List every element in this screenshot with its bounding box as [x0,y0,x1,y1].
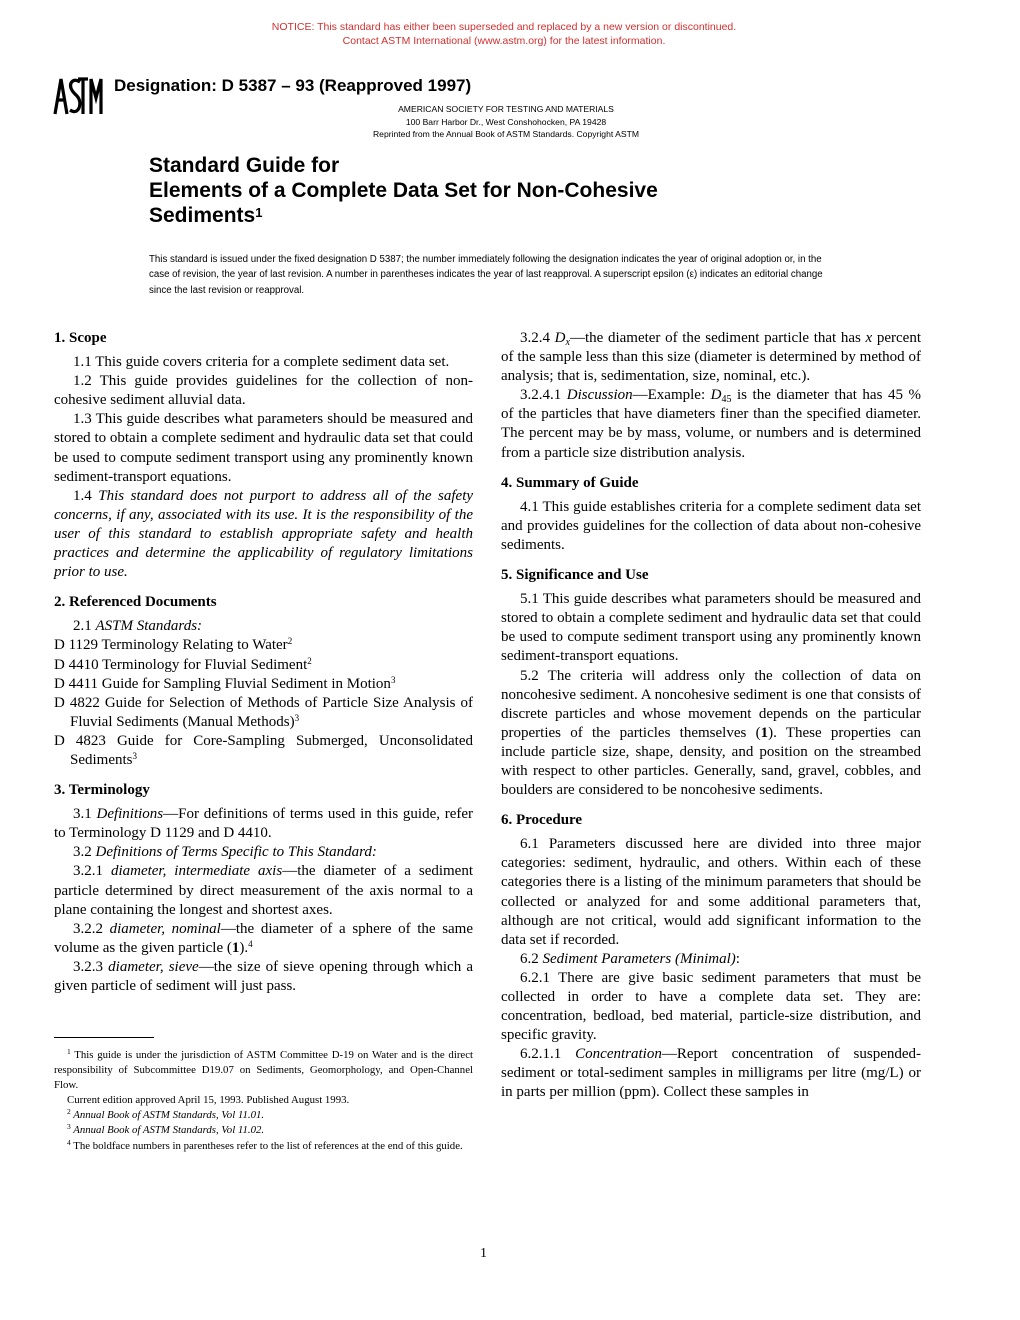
page-number: 1 [480,1246,487,1261]
section-6-heading: 6. Procedure [501,812,583,829]
para-6-2-1-1 [501,1045,921,1102]
symbol-subscript: x [565,337,570,348]
footnote-2-text: Annual Book of ASTM Standards, Vol 11.01. [70,1109,265,1122]
para-6-2-end: : [735,950,740,967]
footnote-1-approval: Current edition approved April 15, 1993. Published August 1993. [67,1094,350,1107]
para-3-2-3-num: 3.2.3 [73,958,109,975]
footnote-1-mark: 1 [67,1047,71,1056]
para-3-2-1 [54,862,473,919]
astm-logo [52,76,104,116]
para-2-1 [54,617,473,636]
para-3-1-term: Definitions [96,806,164,823]
footnote-mark: 4 [248,938,253,949]
para-3-2-4-1 [501,386,921,462]
reference-footnote-mark: 2 [287,636,293,647]
para-3-2-2-num: 3.2.2 [73,920,110,937]
symbol-subscript: 45 [721,394,732,406]
title-line-3-text: Sediments [149,204,256,227]
para-2-1-num: 2.1 [73,618,96,635]
title-line-1: Standard Guide for [149,154,340,177]
title-line-3 [149,203,849,228]
footnote-1-text: This guide is under the jurisdiction of ASTM Committee D-19 on Water and is the direct responsibility of Subcommittee D19.07 on Sediments, Geomorphology, and Open-Channel Flow. [54,1049,473,1092]
para-3-2-4-num: 3.2.4 [520,330,555,346]
reference-text: D 4410 Terminology for Fluvial Sediment [54,656,308,673]
para-3-2-2-term: diameter, nominal [109,920,221,937]
society-name: AMERICAN SOCIETY FOR TESTING AND MATERIALS [398,104,614,114]
footnote-3 [54,1123,473,1138]
para-3-2 [54,843,473,862]
issue-note: This standard is issued under the fixed designation D 5387; the number immediately following the designation indicates the year of original adoption or, in the case of revision, the year of last revision. A number in parentheses indicates the year of last reapproval. A superscript epsilon (ε) indicates an editorial change since the last revision or reapproval. [149,254,823,296]
reference-item [54,694,473,732]
para-3-2-4-1-text-a: —Example: [632,387,711,404]
title-line-2: Elements of a Complete Data Set for Non-Cohesive [149,179,658,202]
document-title [149,153,849,228]
society-address: 100 Barr Harbor Dr., West Conshohocken, PA 19428 [405,116,607,127]
section-5-heading: 5. Significance and Use [501,567,649,584]
para-5-2-text-a: 5.2 The criteria will address only the collection of data on noncohesive sediment. A noncohesive sediment is one that consists of discrete particles and whose movement depends on the particular properties of the particles themselves ( [501,667,921,741]
reprint-note: Reprinted from the Annual Book of ASTM Standards. Copyright ASTM [372,129,640,139]
para-6-2 [501,950,921,969]
footnotes [54,1048,473,1154]
para-3-1 [54,805,473,843]
para-5-2-text-b: ). These properties can include particle size, shape, density, and position on the streambed with respect to other particles. Generally, sand, gravel, cobbles, and boulders are considered to be noncohesive sediments. [501,724,921,799]
footnote-3-mark: 3 [67,1122,71,1132]
para-3-2-3 [54,958,473,996]
para-3-2-4 [501,329,921,386]
para-6-2-1-1-term: Concentration [575,1046,662,1063]
para-3-2-3-text: —the size of sieve opening through which a given particle of sediment will just pass. [54,958,474,994]
para-5-2 [501,667,921,801]
reference-text: D 4822 Guide for Selection of Methods of Particle Size Analysis of Fluvial Sediments (Manual Methods) [54,694,473,730]
para-6-2-term: Sediment Parameters (Minimal) [542,950,736,967]
para-3-2-1-text: —the diameter of a sediment particle determined by direct measurement of the axis normal to a plane containing the longest and shortest axes. [54,863,474,918]
citation-ref: 1 [231,939,240,956]
notice-line-1: NOTICE: This standard has either been superseded and replaced by a new version or discontinued. [271,21,737,33]
section-2-heading: 2. Referenced Documents [54,594,217,611]
designation: Designation: D 5387 – 93 (Reapproved 1997) [114,76,472,95]
right-column [501,329,921,1103]
reference-text: D 1129 Terminology Relating to Water [54,637,288,654]
para-3-2-4-text-b: percent of the sample less than this size (diameter is determined by method of analysis; that is, sedimentation, size, nominal, etc.). [501,330,922,385]
para-2-1-label: ASTM Standards: [95,618,203,635]
para-1-4 [54,487,473,582]
para-6-2-1-1-num: 6.2.1.1 [520,1046,576,1063]
reference-footnote-mark: 3 [294,712,300,723]
para-3-2-term: Definitions of Terms Specific to This Standard: [95,844,377,861]
reference-item [54,675,473,694]
title-footnote-mark: 1 [255,205,263,220]
reference-item [54,656,473,675]
symbol-d: D [710,387,722,404]
para-3-2-4-1-text-b: is the diameter that has 45 % of the particles that have diameters finer than the specified diameter. The percent may be by mass, volume, or numbers and is determined from a particle size distribution analysis. [501,387,921,461]
para-5-1: 5.1 This guide describes what parameters should be measured and stored to obtain a complete sediment and hydraulic data set that could be used to compute sediment transport using any prominently known sediment-transport equations. [501,591,921,665]
para-3-2-4-text-a: —the diameter of the sediment particle that has [569,330,866,346]
citation-ref: 1 [760,724,769,741]
footnote-1 [54,1048,473,1093]
footnote-4-text: The boldface numbers in parentheses refer to the list of references at the end of this guide. [70,1139,463,1152]
logo-letter-s [70,80,80,111]
para-1-4-num: 1.4 [73,487,99,504]
para-3-2-2-end: ). [239,939,249,956]
reference-list [54,636,473,770]
para-1-3: 1.3 This guide describes what parameters should be measured and stored to obtain a complete sediment and hydraulic data set that could be used to compute sediment transport using any prominently known sediment-transport equations. [54,411,473,485]
reference-text: D 4823 Guide for Core-Sampling Submerged, Unconsolidated Sediments [54,732,473,768]
footnote-4 [54,1139,473,1154]
footnote-2 [54,1108,473,1123]
notice-line-2: Contact ASTM International (www.astm.org) for the latest information. [342,35,666,47]
para-3-2-1-term: diameter, intermediate axis [110,863,283,880]
para-1-1: 1.1 This guide covers criteria for a complete sediment data set. [73,354,450,371]
symbol-d: D [554,330,566,346]
para-1-4-text: This standard does not purport to address all of the safety concerns, if any, associated with its use. It is the responsibility of the user of this standard to establish appropriate safety and health practices and determine the applicability of regulatory limitations prior to use. [54,487,474,581]
reference-item [54,732,473,770]
para-6-2-1: 6.2.1 There are give basic sediment parameters that must be collected in order to have a complete data set. They are: concentration, bedload, bed material, particle-size distribution, and specific gravity. [501,969,921,1044]
para-3-2-num: 3.2 [73,844,96,861]
section-1-heading: 1. Scope [54,330,107,346]
para-3-2-2 [54,920,473,958]
logo-letter-a [55,79,67,114]
reference-text: D 4411 Guide for Sampling Fluvial Sediment in Motion [54,675,391,692]
para-4-1: 4.1 This guide establishes criteria for a complete sediment data set and provides guidelines for the collection of data about non-cohesive sediments. [501,498,921,553]
reference-footnote-mark: 2 [307,655,312,666]
para-6-1: 6.1 Parameters discussed here are divided into three major categories: sediment, hydraulic, and others. Within each of these categories there is a listing of the minimum parameters that should be collected or analyzed for and some additional parameters that, although are not critical, would add significant information to the data set if recorded. [501,836,921,948]
reference-item [54,636,473,655]
reference-footnote-mark: 3 [132,750,137,761]
section-4-heading: 4. Summary of Guide [501,474,639,491]
para-3-2-4-1-term: Discussion [566,387,633,404]
footnote-rule [54,1037,154,1038]
para-6-2-num: 6.2 [520,950,543,967]
reference-footnote-mark: 3 [390,674,396,685]
para-3-2-4-1-num: 3.2.4.1 [520,387,567,404]
para-3-1-text: —For definitions of terms used in this guide, refer to Terminology D 1129 and D 4410. [54,806,474,842]
supersede-notice [0,20,1008,48]
footnote-2-mark: 2 [67,1107,71,1117]
left-column [54,329,473,996]
logo-letter-m [91,79,101,114]
footnote-4-mark: 4 [67,1137,71,1147]
para-6-2-1-1-text: —Report concentration of suspended-sediment or total-sediment samples in milligrams per litre (mg/L) or in parts per million (ppm). Collect these samples in [501,1046,922,1101]
para-3-1-num: 3.1 [73,806,97,823]
para-3-2-3-term: diameter, sieve [108,958,199,975]
society-block [300,103,712,141]
para-1-2: 1.2 This guide provides guidelines for the collection of non-cohesive sediment alluvial data. [54,373,473,409]
symbol-x: x [865,330,873,346]
footnote-3-text: Annual Book of ASTM Standards, Vol 11.02. [70,1124,265,1137]
para-3-2-2-text: —the diameter of a sphere of the same volume as the given particle ( [54,920,474,956]
para-3-2-1-num: 3.2.1 [73,863,111,880]
section-3-heading: 3. Terminology [54,782,150,799]
